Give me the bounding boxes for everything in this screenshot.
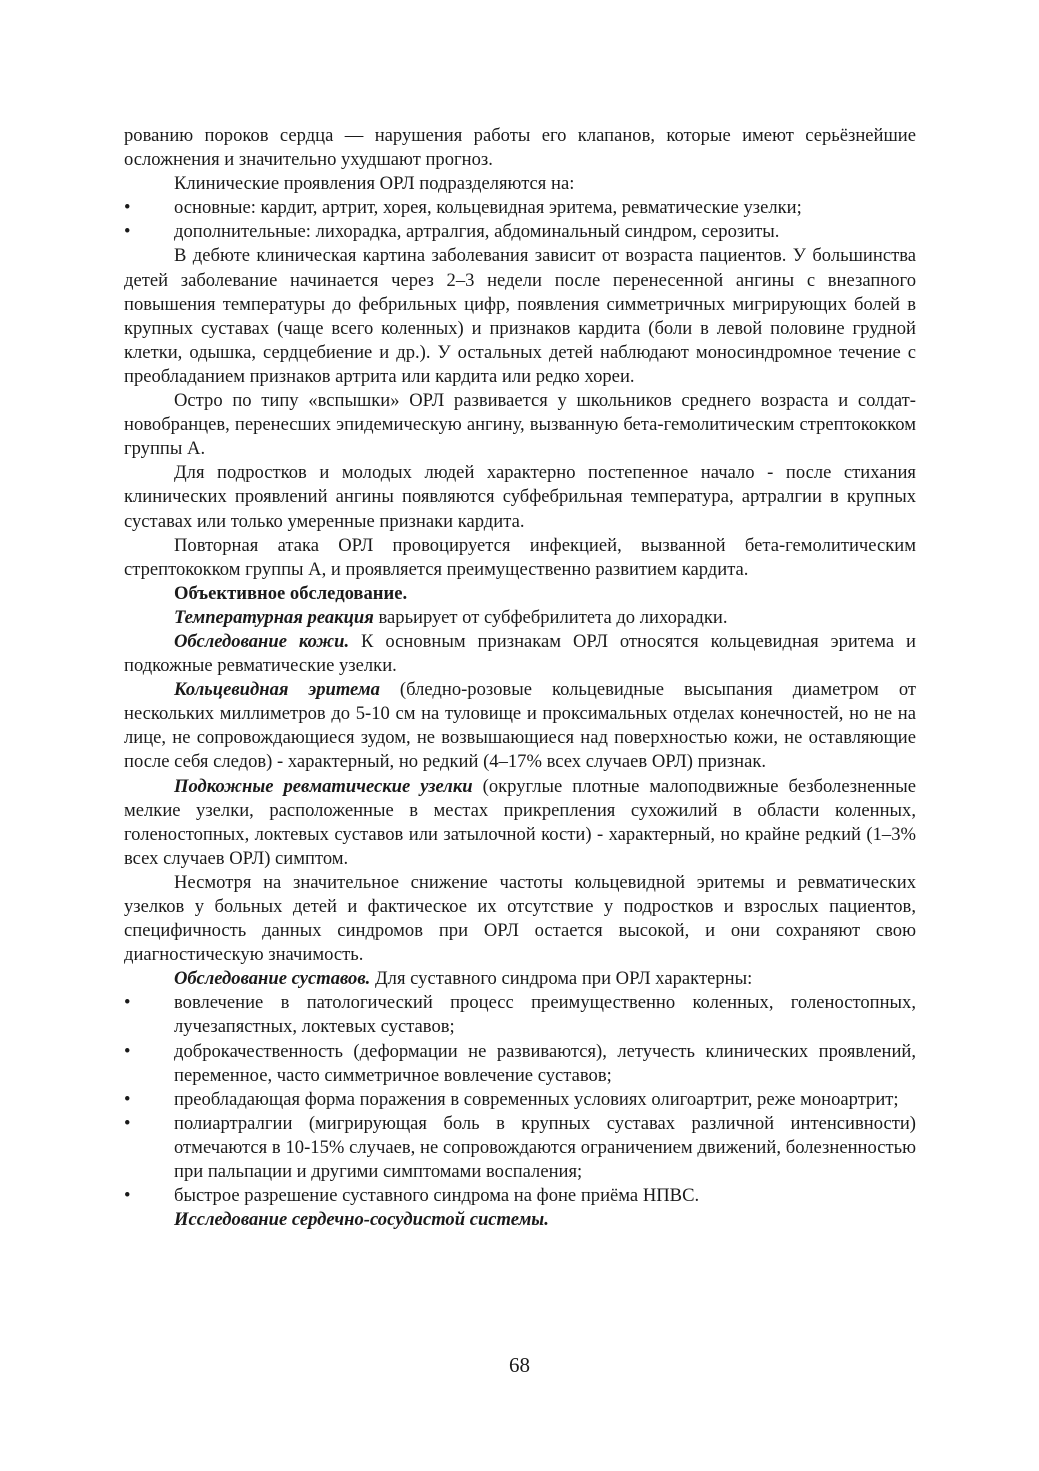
bullet-list-manifestations bbox=[124, 196, 916, 244]
paragraph-joints: Обследование суставов. Для суставного синдрома при ОРЛ характерны: bbox=[174, 968, 753, 990]
paragraph-2: Клинические проявления ОРЛ подразделяются на: bbox=[174, 173, 575, 195]
term-temperature: Температурная реакция bbox=[174, 606, 374, 628]
bullet-icon: • bbox=[124, 1185, 131, 1207]
paragraph-3: В дебюте клиническая картина заболевания зависит от возраста пациентов. У большинства детей заболевание начинается через 2–3 недели после перенесенной ангины с внезапного повышения температуры до фебрильных цифр, появления симметричных мигрирующих болей в крупных суставах (чаще всего коленных) и признаков кардита (боли в левой половине грудной клетки, одышка, сердцебиение и др.). У остальных детей наблюдают моносиндромное течение с преобладанием признаков артрита или кардита или редко хореи. bbox=[124, 245, 916, 387]
bullet-icon: • bbox=[124, 197, 131, 219]
page-body bbox=[124, 124, 916, 1232]
term-erythema: Кольцевидная эритема bbox=[174, 679, 380, 701]
bullet-list-joints bbox=[124, 991, 916, 1208]
heading-objective-exam: Объективное обследование. bbox=[174, 582, 408, 604]
paragraph-11: Несмотря на значительное снижение частоты кольцевидной эритемы и ревматических узелков у больных детей и фактическое их отсутствие у подростков и взрослых пациентов, специфичность данных синдромов при ОРЛ остается высокой, и они сохраняют свою диагностическую значимость. bbox=[124, 871, 916, 966]
paragraph-nodules: Подкожные ревматические узелки (округлые плотные малоподвижные безболезненные мелкие узелки, расположенные в местах прикрепления сухожилий в области коленных, голеностопных, локтевых суставов или затылочной кости) - характерный, но крайне редкий (1–3% всех случаев ОРЛ) симптом. bbox=[124, 775, 916, 869]
list-item: • полиартралгии (мигрирующая боль в крупных суставах различной интенсивности) отмечаются в 10-15% случаев, не сопровождаются ограничением движений, болезненностью при пальпации и другими симптомами воспаления; bbox=[124, 1112, 916, 1183]
paragraph-6: Повторная атака ОРЛ провоцируется инфекцией, вызванной бета-гемолитическим стрептококком группы А, и проявляется преимущественно развитием кардита. bbox=[124, 534, 916, 580]
list-item: • вовлечение в патологический процесс преимущественно коленных, голеностопных, лучезапястных, локтевых суставов; bbox=[124, 992, 916, 1038]
bullet-icon: • bbox=[124, 1088, 131, 1110]
paragraph-1: рованию пороков сердца — нарушения работы его клапанов, которые имеют серьёзнейшие осложнения и значительно ухудшают прогноз. bbox=[124, 125, 916, 171]
list-item: • доброкачественность (деформации не развиваются), летучесть клинических проявлений, переменное, часто симметричное вовлечение суставов; bbox=[124, 1040, 916, 1086]
paragraph-skin: Обследование кожи. К основным признакам ОРЛ относятся кольцевидная эритема и подкожные ревматические узелки. bbox=[124, 630, 916, 677]
page-number: 68 bbox=[509, 1353, 530, 1377]
paragraph-4: Остро по типу «вспышки» ОРЛ развивается у школьников среднего возраста и солдат-новобранцев, перенесших эпидемическую ангину, вызванную бета-гемолитическим стрептококком группы А. bbox=[124, 390, 916, 460]
paragraph-5: Для подростков и молодых людей характерно постепенное начало - после стихания клинических проявлений ангины появляются субфебрильная температура, артралгии в крупных суставах или только умеренные признаки кардита. bbox=[124, 462, 916, 532]
bullet-icon: • bbox=[124, 1112, 131, 1134]
list-item: • дополнительные: лихорадка, артралгия, абдоминальный синдром, серозиты. bbox=[124, 220, 916, 244]
list-item: • основные: кардит, артрит, хорея, кольцевидная эритема, ревматические узелки; bbox=[124, 196, 916, 220]
bullet-icon: • bbox=[124, 221, 131, 243]
bullet-icon: • bbox=[124, 992, 131, 1014]
bullet-icon: • bbox=[124, 1040, 131, 1062]
term-skin: Обследование кожи. bbox=[174, 630, 350, 652]
term-nodules: Подкожные ревматические узелки bbox=[174, 775, 473, 797]
paragraph-erythema: Кольцевидная эритема (бледно-розовые кольцевидные высыпания диаметром от нескольких миллиметров до 5-10 см на туловище и проксимальных отделах конечностей, но не на лице, не сопровождающиеся зудом, не возвышающиеся над поверхностью кожи, не оставляющие после себя следов) - характерный, но редкий (4–17% всех случаев ОРЛ) признак. bbox=[124, 679, 916, 773]
list-item: • преобладающая форма поражения в современных условиях олигоартрит, реже моноартрит; bbox=[124, 1088, 916, 1112]
heading-cardiovascular: Исследование сердечно-сосудистой системы. bbox=[174, 1209, 549, 1231]
list-item: • быстрое разрешение суставного синдрома на фоне приёма НПВС. bbox=[124, 1184, 916, 1208]
paragraph-temperature: Температурная реакция варьирует от субфебрилитета до лихорадки. bbox=[174, 606, 728, 628]
term-joints: Обследование суставов. bbox=[174, 968, 371, 990]
